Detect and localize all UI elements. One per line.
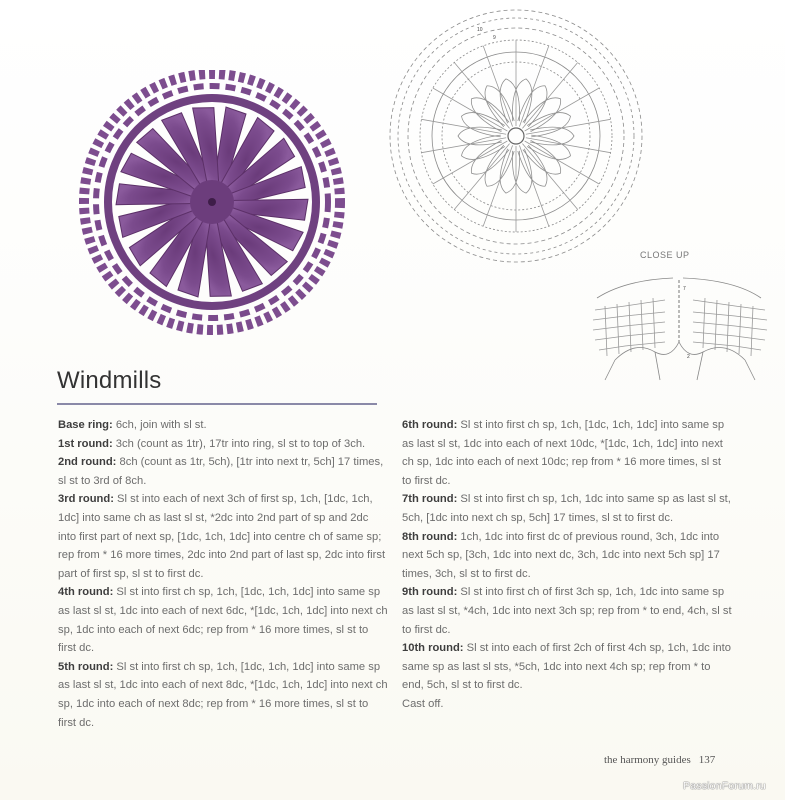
closeup-round-label-7: 7 xyxy=(683,286,686,292)
instructions-column-right xyxy=(402,416,732,714)
closeup-diagram xyxy=(585,270,775,385)
instruction-round-8: 8th round: 1ch, 1dc into first dc of previous round, 3ch, 1dc into next 5ch sp, [3ch, 1dc into next dc, 3ch, 1dc into next 5ch sp] 17 times, 3ch, sl st to first dc. xyxy=(402,530,720,580)
page-number: 137 xyxy=(698,754,716,766)
instructions-column-left xyxy=(58,416,388,732)
instruction-round-6: 6th round: Sl st into first ch sp, 1ch, [1dc, 1ch, 1dc] into same sp as last sl st, 1dc into each of next 10dc, *[1dc, 1ch, 1dc] into next ch sp, 1dc into each of next 10dc; rep from * 16 more times, sl st to first dc. xyxy=(402,419,725,487)
pattern-title: Windmills xyxy=(57,367,162,394)
watermark: PassionForum.ru xyxy=(683,780,766,792)
instruction-cast-off: Cast off. xyxy=(402,697,444,710)
closeup-round-label-2: 2 xyxy=(687,354,690,360)
closeup-label: CLOSE UP xyxy=(640,250,690,260)
instruction-round-5: 5th round: Sl st into first ch sp, 1ch, [1dc, 1ch, 1dc] into same sp as last sl st, 1dc into each of next 8dc, *[1dc, 1ch, 1dc] into next ch sp, 1dc into each of next 8dc; rep from * 16 more times, sl st to first dc. xyxy=(58,660,388,729)
chart-round-label-9: 9 xyxy=(493,35,496,41)
instruction-round-10: 10th round: Sl st into each of first 2ch of first 4ch sp, 1ch, 1dc into same sp as last sl sts, *5ch, 1dc into next 4ch sp; rep from * to end, 5ch, sl st to first dc. xyxy=(402,642,731,692)
instruction-round-1: 1st round: 3ch (count as 1tr), 17tr into ring, sl st to top of 3ch. xyxy=(58,437,366,450)
instruction-round-9: 9th round: Sl st into first ch of first 3ch sp, 1ch, 1dc into same sp as last sl st, *4ch, 1dc into next 3ch sp; rep from * to end, 4ch, sl st to first dc. xyxy=(402,586,732,636)
series-name: the harmony guides xyxy=(604,754,691,766)
instruction-base-ring: Base ring: 6ch, join with sl st. xyxy=(58,419,207,431)
chart-round-label-10: 10 xyxy=(477,27,483,33)
instruction-round-7: 7th round: Sl st into first ch sp, 1ch, 1dc into same sp as last sl st, 5ch, [1dc into next ch sp, 5ch] 17 times, sl st to first dc. xyxy=(402,493,731,524)
instruction-round-3: 3rd round: Sl st into each of next 3ch of first sp, 1ch, [1dc, 1ch, 1dc] into same ch as last sl st, *2dc into 2nd part of sp and 2dc into first part of next sp, [1dc, 1ch, 1dc] into centre ch of same sp; rep from * 16 more times, 2dc into 2nd part of last sp, 2dc into first part of first sp, sl st to first dc. xyxy=(58,493,386,580)
page-footer xyxy=(604,754,715,766)
instruction-round-2: 2nd round: 8ch (count as 1tr, 5ch), [1tr into next tr, 5ch] 17 times, sl st to 3rd of 8ch. xyxy=(58,456,384,487)
instruction-round-4: 4th round: Sl st into first ch sp, 1ch, [1dc, 1ch, 1dc] into same sp as last sl st, 1dc into each of next 6dc, *[1dc, 1ch, 1dc] into next ch sp, 1dc into each of next 6dc; rep from * 16 more times, sl st to first dc. xyxy=(58,586,388,655)
crochet-chart xyxy=(385,5,647,267)
title-divider xyxy=(57,403,377,405)
motif-photo xyxy=(70,70,355,335)
